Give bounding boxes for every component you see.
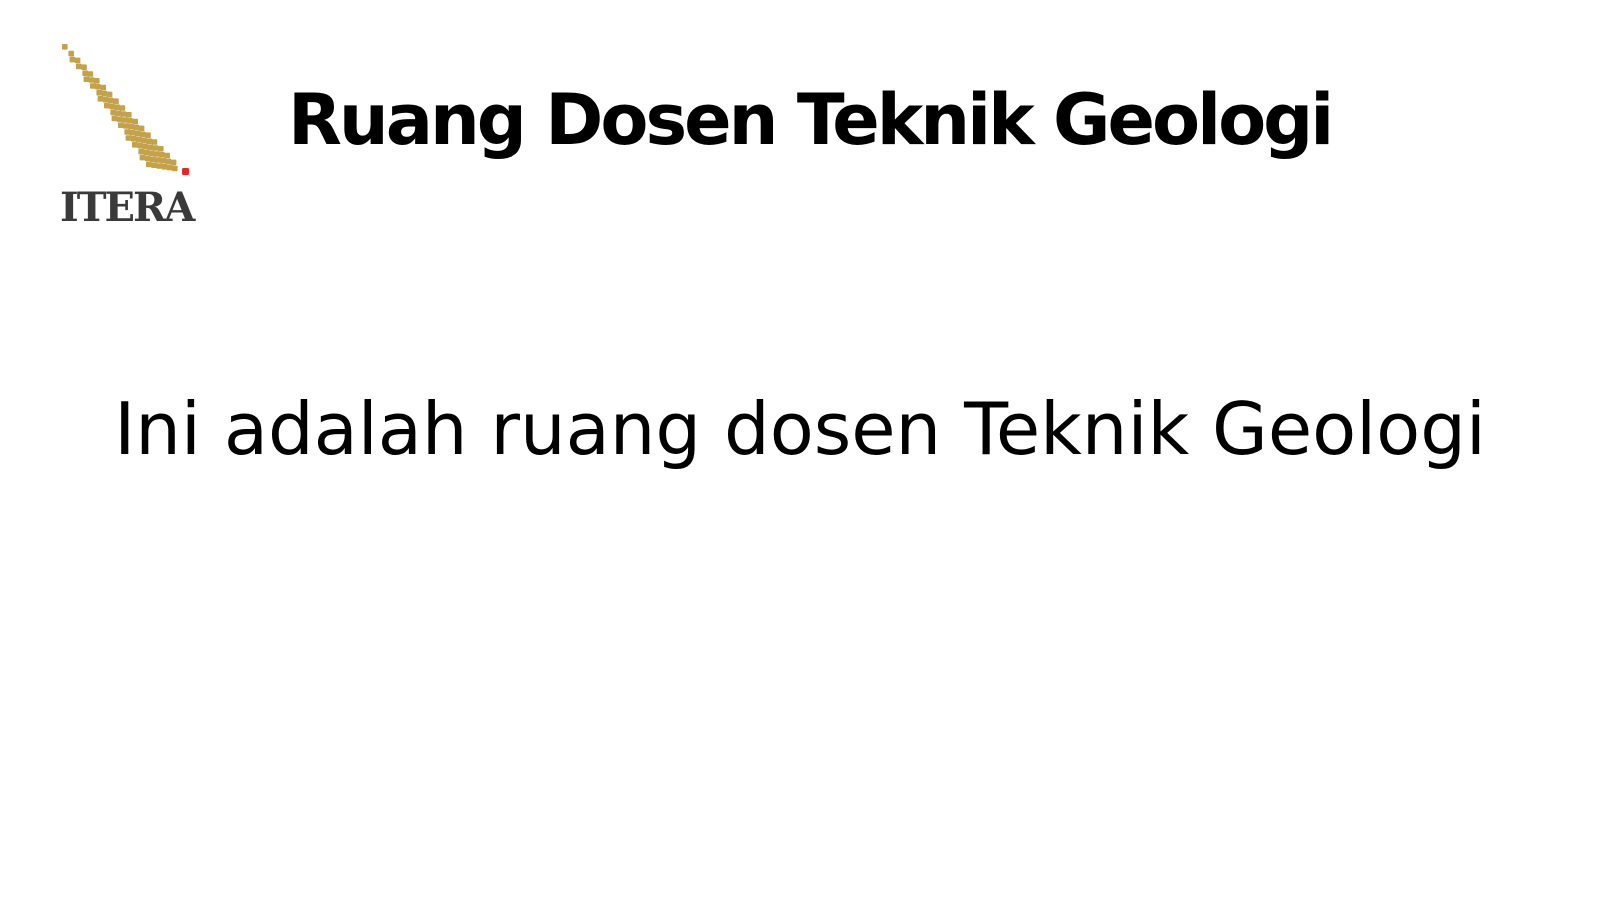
mosaic-tile xyxy=(166,159,172,165)
mosaic-tile xyxy=(154,151,160,157)
mosaic-tile xyxy=(146,138,152,144)
mosaic-tile xyxy=(144,150,150,156)
accent-dot xyxy=(182,168,189,175)
mosaic-tile xyxy=(124,129,130,135)
mosaic-tile xyxy=(151,162,157,168)
mosaic-tile xyxy=(140,132,146,138)
mosaic-tile xyxy=(167,165,173,171)
mosaic-tile xyxy=(109,104,115,110)
mosaic-tile xyxy=(68,51,74,57)
mosaic-tile xyxy=(164,153,170,159)
mosaic-tile xyxy=(75,58,81,64)
mosaic-tile xyxy=(130,130,136,136)
mosaic-tile xyxy=(141,138,147,144)
mosaic-tile xyxy=(155,157,161,163)
mosaic-tile xyxy=(100,85,106,91)
mosaic-tile xyxy=(128,124,134,130)
mosaic-tile xyxy=(153,145,159,151)
sumatra-map-icon xyxy=(56,42,206,182)
mosaic-tile xyxy=(113,98,119,104)
mosaic-tile xyxy=(148,144,154,150)
mosaic-tile xyxy=(76,64,82,70)
mosaic-tile xyxy=(98,96,104,102)
mosaic-tile xyxy=(156,163,162,169)
mosaic-tile xyxy=(146,162,152,168)
mosaic-tile xyxy=(89,77,95,83)
mosaic-tile xyxy=(150,156,156,162)
mosaic-tile xyxy=(102,91,108,97)
mosaic-tile xyxy=(123,123,129,129)
mosaic-tile xyxy=(117,116,123,122)
mosaic-tile xyxy=(160,158,166,164)
mosaic-tile xyxy=(131,136,137,142)
mosaic-tile xyxy=(152,139,158,145)
mosaic-tile xyxy=(145,156,151,162)
mosaic-tile xyxy=(132,119,138,125)
mosaic-tile xyxy=(139,126,145,132)
itera-logo xyxy=(56,42,206,232)
mosaic-tile xyxy=(162,164,168,170)
mosaic-tile xyxy=(116,110,122,116)
mosaic-tile xyxy=(136,137,142,143)
mosaic-tile xyxy=(172,166,178,172)
mosaic-tile xyxy=(110,110,116,116)
mosaic-tile xyxy=(120,105,126,111)
mosaic-tile xyxy=(137,143,143,149)
mosaic-tile xyxy=(84,76,90,82)
page-subtitle: Ini adalah ruang dosen Teknik Geologi xyxy=(114,387,1486,471)
mosaic-tile xyxy=(127,118,133,124)
mosaic-tile xyxy=(140,155,146,161)
mosaic-tile xyxy=(122,117,128,123)
mosaic-tile xyxy=(171,160,177,166)
mosaic-tile xyxy=(90,83,96,89)
mosaic-tile xyxy=(103,97,109,103)
mosaic-tile xyxy=(118,122,124,128)
mosaic-tile xyxy=(158,146,164,152)
mosaic-tile xyxy=(82,70,88,76)
mosaic-tile xyxy=(149,150,155,156)
mosaic-tile xyxy=(145,132,151,138)
mosaic-tile xyxy=(112,116,118,122)
mosaic-tile xyxy=(108,98,114,104)
mosaic-tile xyxy=(70,57,76,63)
mosaic-tile xyxy=(121,111,127,117)
mosaic-tile xyxy=(81,64,87,70)
mosaic-tile xyxy=(138,149,144,155)
mosaic-tile xyxy=(159,152,165,158)
mosaic-tile xyxy=(104,103,110,109)
mosaic-tile xyxy=(142,144,148,150)
mosaic-tile xyxy=(134,125,140,131)
mosaic-tile xyxy=(114,104,120,110)
mosaic-tile xyxy=(62,44,68,50)
mosaic-tile xyxy=(135,131,141,137)
page-title: Ruang Dosen Teknik Geologi xyxy=(288,79,1332,161)
mosaic-tile xyxy=(94,78,100,84)
mosaic-tile xyxy=(126,135,132,141)
mosaic-tile xyxy=(95,84,101,90)
mosaic-tile xyxy=(96,90,102,96)
mosaic-tile xyxy=(132,142,138,148)
mosaic-tile xyxy=(126,112,132,118)
mosaic-tile xyxy=(88,71,94,77)
mosaic-tile xyxy=(107,92,113,98)
logo-text: ITERA xyxy=(60,184,194,231)
